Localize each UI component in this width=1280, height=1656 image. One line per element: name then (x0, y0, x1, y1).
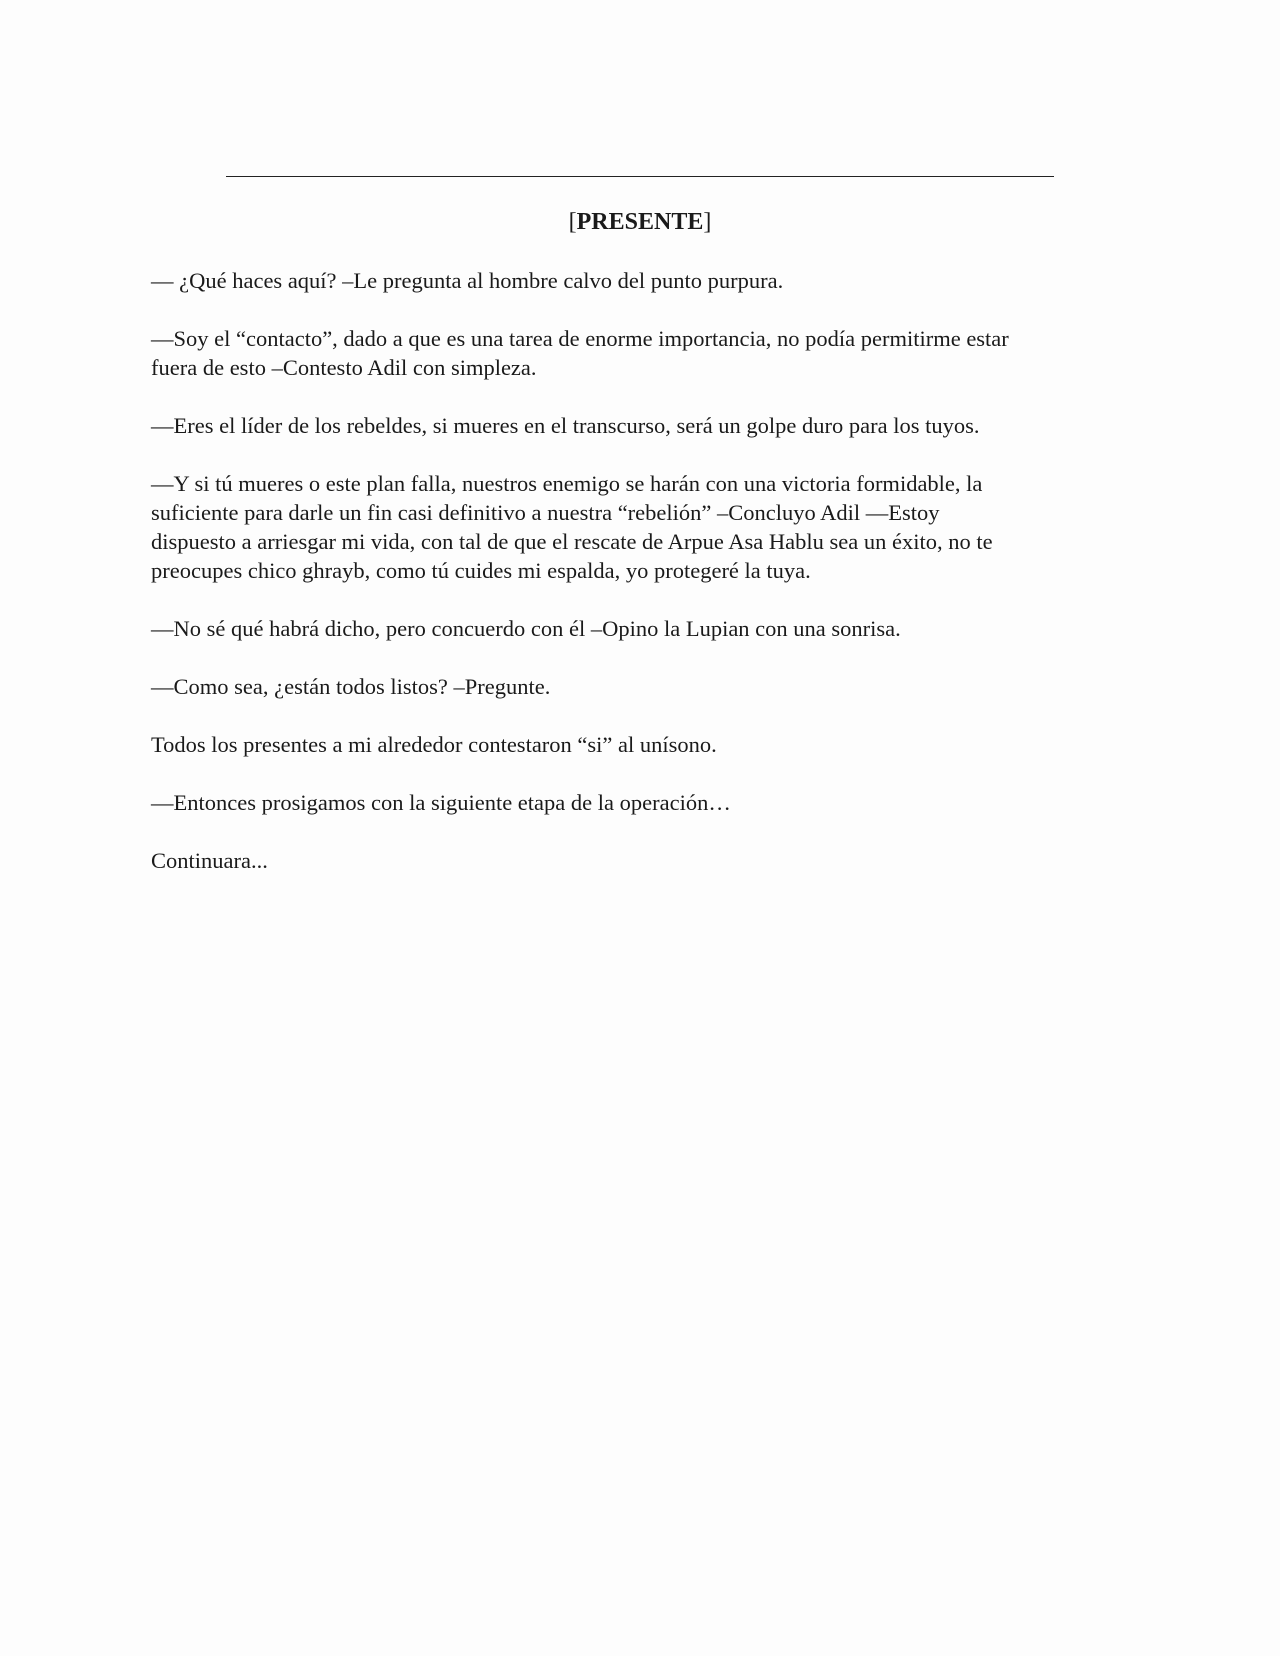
text-line: suficiente para darle un fin casi definitivo a nuestra “rebelión” –Concluyo Adil —Estoy (151, 500, 940, 525)
text-line: —No sé qué habrá dicho, pero concuerdo con él –Opino la Lupian con una sonrisa. (151, 616, 901, 641)
text-line: fuera de esto –Contesto Adil con simpleza. (151, 355, 537, 380)
paragraph (151, 266, 1111, 295)
paragraph (151, 846, 1111, 875)
paragraph (151, 324, 1111, 382)
text-line: Continuara... (151, 848, 268, 873)
body-text (151, 266, 1111, 904)
heading-open-bracket: [ (568, 209, 577, 235)
heading-word: PRESENTE (576, 209, 704, 235)
text-line: dispuesto a arriesgar mi vida, con tal de que el rescate de Arpue Asa Hablu sea un éxito, no te (151, 529, 993, 554)
section-heading (0, 206, 1280, 238)
text-line: —Soy el “contacto”, dado a que es una tarea de enorme importancia, no podía permitirme estar (151, 326, 1009, 351)
section-divider (226, 176, 1054, 177)
text-line: —Eres el líder de los rebeldes, si mueres en el transcurso, será un golpe duro para los tuyos. (151, 413, 980, 438)
paragraph (151, 614, 1111, 643)
text-line: preocupes chico ghrayb, como tú cuides mi espalda, yo protegeré la tuya. (151, 558, 811, 583)
text-line: —Como sea, ¿están todos listos? –Pregunte. (151, 674, 551, 699)
paragraph (151, 469, 1111, 585)
text-line: Todos los presentes a mi alrededor contestaron “si” al unísono. (151, 732, 717, 757)
paragraph (151, 672, 1111, 701)
text-line: — ¿Qué haces aquí? –Le pregunta al hombre calvo del punto purpura. (151, 268, 784, 293)
paragraph (151, 411, 1111, 440)
heading-close-bracket: ] (703, 209, 712, 235)
paragraph (151, 788, 1111, 817)
text-line: —Entonces prosigamos con la siguiente etapa de la operación… (151, 790, 731, 815)
text-line: —Y si tú mueres o este plan falla, nuestros enemigo se harán con una victoria formidable, la (151, 471, 983, 496)
paragraph (151, 730, 1111, 759)
